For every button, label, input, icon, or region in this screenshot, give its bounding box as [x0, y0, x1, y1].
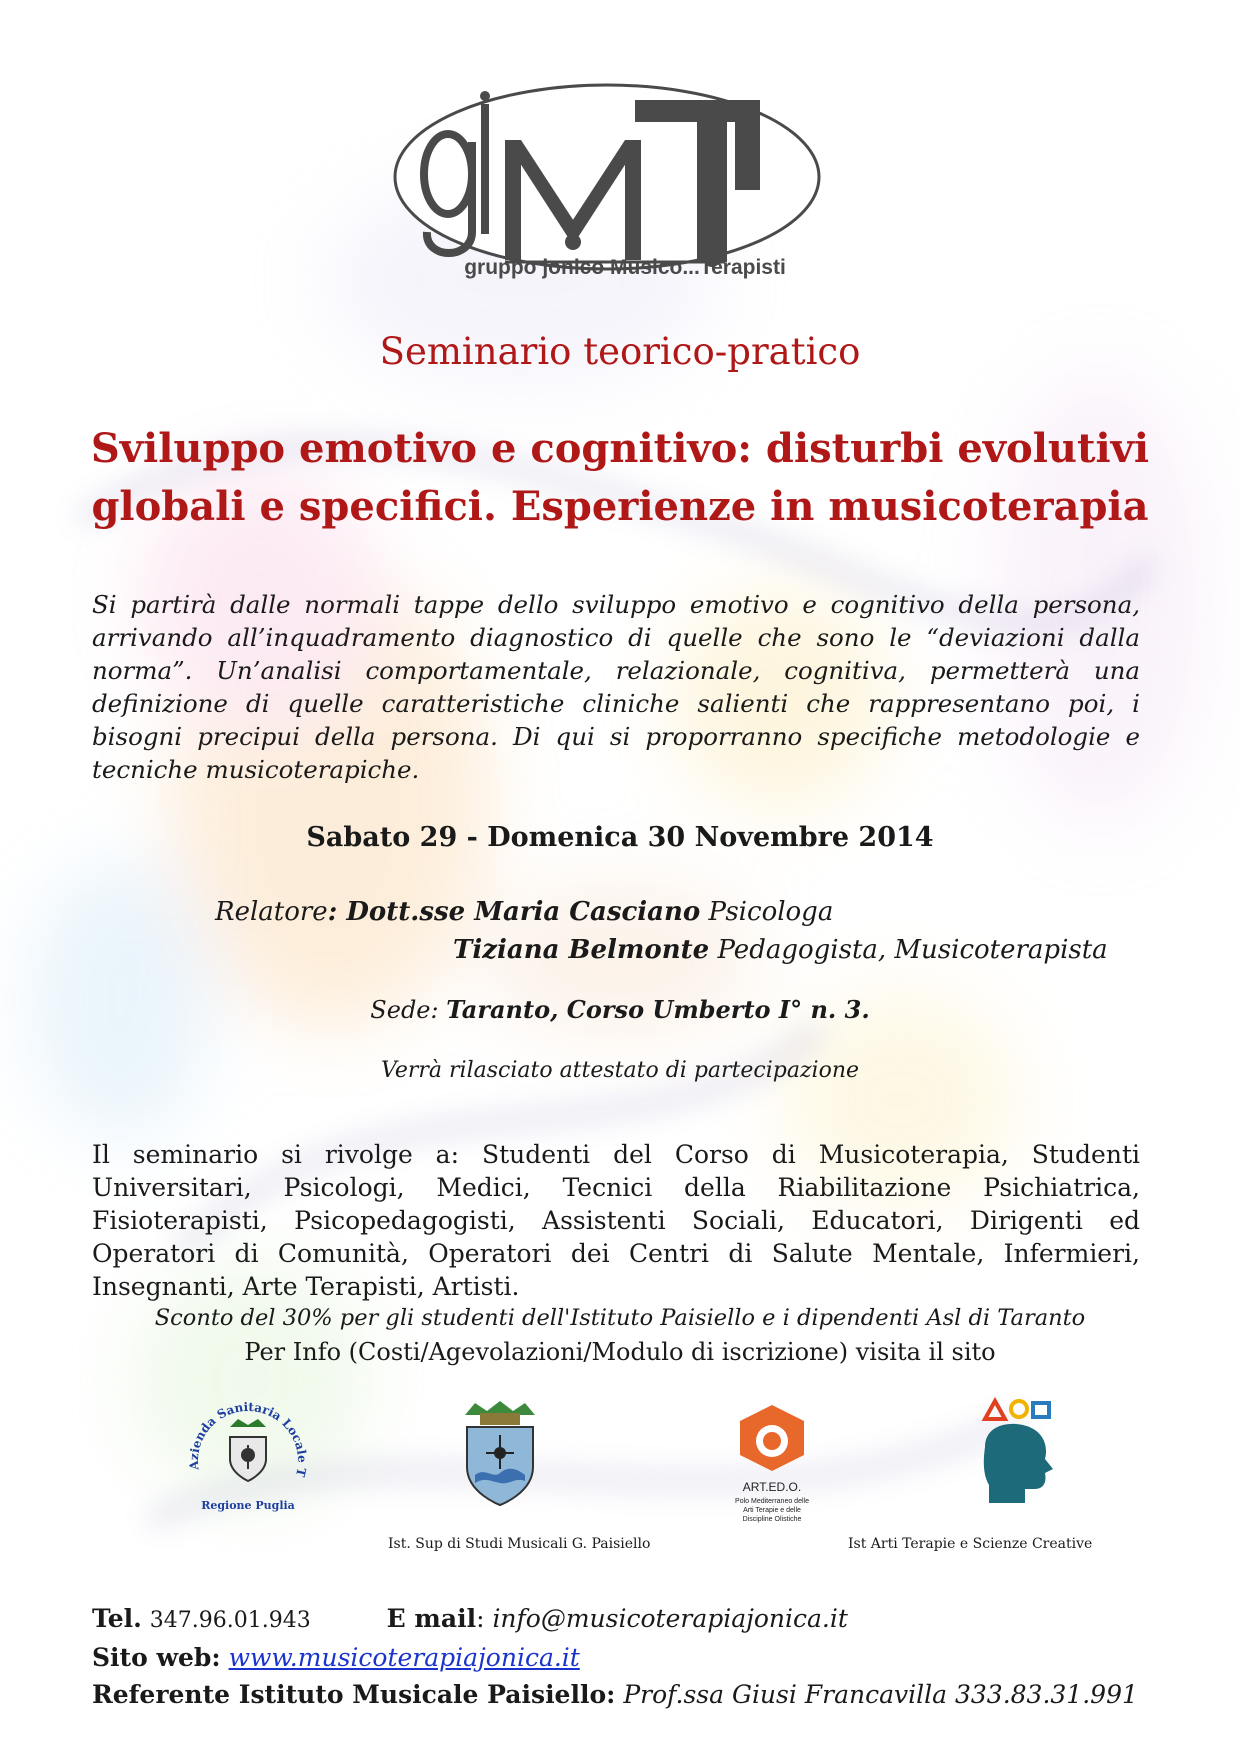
speakers-block: [215, 893, 1108, 969]
referent-value: Prof.ssa Giusi Francavilla 333.83.31.991: [623, 1680, 1138, 1709]
website-row: [92, 1639, 1138, 1676]
seminar-dates: Sabato 29 - Domenica 30 Novembre 2014: [306, 822, 934, 853]
logo-tagline: gruppo jonico Musico...Terapisti: [464, 256, 786, 279]
paisiello-crest: [455, 1395, 545, 1510]
website-label: Sito web:: [92, 1643, 221, 1672]
paisiello-label: Ist. Sup di Studi Musicali G. Paisiello: [388, 1536, 651, 1552]
asl-taranto-logo: [178, 1397, 318, 1527]
contacts-footer: [92, 1600, 1138, 1713]
asl-region: Regione Puglia: [201, 1499, 295, 1512]
asl-ring-text: Azienda Sanitaria Locale T: [186, 1399, 310, 1477]
referent-label: Referente Istituto Musicale Paisiello:: [92, 1680, 616, 1709]
speaker-row-2: [215, 931, 1108, 969]
target-audience: Il seminario si rivolge a: Studenti del Corso di Musicoterapia, Studenti Universitari, Psicologi, Medici, Tecnici della Riabilitazione Psichiatrica, Fisioterapisti, Psicopedagogisti, Assistenti Sociali, Educatori, Dirigenti ed Operatori di Comunità, Operatori dei Centri di Salute Mentale, Infermieri, Insegnanti, Arte Terapisti, Artisti.: [92, 1140, 1140, 1301]
email-label: E mail: [386, 1604, 477, 1633]
arti-terapie-label: Ist Arti Terapie e Scienze Creative: [848, 1536, 1093, 1552]
venue-value: Taranto, Corso Umberto I° n. 3.: [446, 995, 870, 1024]
sponsor-logos: [0, 1395, 1240, 1555]
speaker-2-name: Tiziana Belmonte: [453, 935, 710, 965]
artedo-desc-2: Arti Terapie e delle: [743, 1507, 801, 1514]
info-note: Per Info (Costi/Agevolazioni/Modulo di iscrizione) visita il sito: [244, 1338, 996, 1366]
speaker-1-role: Psicologa: [708, 897, 834, 927]
title-line-1: Sviluppo emotivo e cognitivo: disturbi evolutivi: [90, 425, 1150, 472]
tel-value: 347.96.01.943: [149, 1608, 311, 1633]
artedo-name: ART.ED.O.: [742, 1480, 802, 1494]
artedo-desc-1: Polo Mediterraneo delle: [735, 1498, 809, 1505]
speaker-1-name: Dott.sse Maria Casciano: [346, 897, 701, 927]
speakers-colon: :: [327, 897, 347, 927]
arti-terapie-logo: [975, 1397, 1065, 1507]
gjmt-logo: [385, 82, 863, 312]
seminar-title: [60, 420, 1180, 536]
website-link[interactable]: www.musicoterapiajonica.it: [228, 1643, 580, 1672]
venue: [60, 995, 1180, 1024]
speaker-2-role: Pedagogista, Musicoterapista: [717, 935, 1108, 965]
seminar-type: Seminario teorico-pratico: [379, 330, 861, 373]
certificate-note: Verrà rilasciato attestato di partecipazione: [380, 1058, 860, 1083]
artedo-logo: [722, 1403, 822, 1523]
email-value[interactable]: info@musicoterapiajonica.it: [492, 1604, 848, 1633]
phone-email-row: Tel. 347.96.01.943 E mail: info@musicoterapiajonica.it: [92, 1604, 848, 1633]
venue-label: Sede:: [370, 996, 439, 1024]
referent-row: [92, 1676, 1138, 1713]
title-line-2: globali e specifici. Esperienze in musicoterapia: [91, 483, 1149, 530]
discount-note: Sconto del 30% per gli studenti dell'Istituto Paisiello e i dipendenti Asl di Taranto: [154, 1305, 1086, 1331]
speaker-row-1: [215, 893, 1108, 931]
artedo-desc-3: Discipline Olistiche: [742, 1516, 802, 1523]
tel-label: Tel.: [92, 1604, 142, 1633]
seminar-description: Si partirà dalle normali tappe dello sviluppo emotivo e cognitivo della persona, arrivando all’inquadramento diagnostico di quelle che sono le “deviazioni dalla norma”. Un’analisi comportamentale, relazionale, cognitiva, permetterà una definizione di quelle caratteristiche cliniche salienti che rappresentano poi, i bisogni precipui della persona. Di qui si proporranno specifiche metodologie e tecniche musicoterapiche.: [92, 590, 1140, 784]
speakers-label: Relatore: [215, 897, 328, 927]
